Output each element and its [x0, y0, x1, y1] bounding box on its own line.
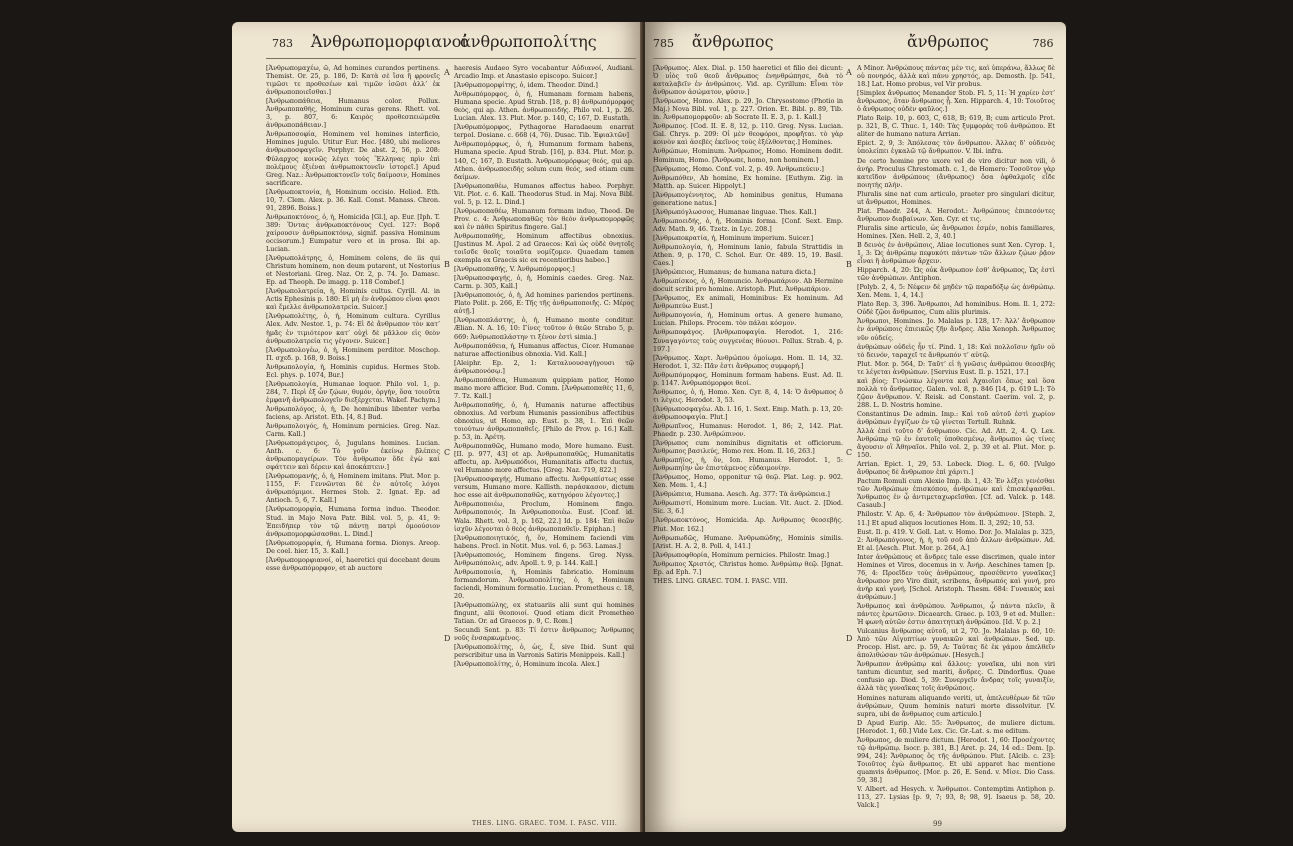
dictionary-entry: V. Albert. ad Hesych. v. Ἄνθρωποι. Contemptim Antiphon p. 113, 27. Lysias [p. 9, 7; 93, 8; 98, 9]. Isaeus p. 58, 20. Valck.] — [857, 785, 1055, 810]
dictionary-entry: [Ἀνθρωπομαχέω, ῶ, Ad homines curandos pertinens. Themist. Or. 25, p. 186, D: Κατὰ σὲ ἴσα ἢ φρονεῖς τιμῶσι τε προθεσέων καὶ τιμῶν ἰσῶσι ἀλλ’ ἐκ ἀνθρωποποιεῖσθαι.] — [266, 64, 440, 97]
dictionary-entry: Ἀνθρωπιστί, Hominum more. Lucian. Vit. Auct. 2. [Diod. Sic. 3, 6.] — [653, 499, 843, 516]
dictionary-entry: Ἀνθρωποπάθεια, ἡ, Humanus affectus, Cicer. Humanae naturae affectionibus obnoxia. Vid. Kall.] — [454, 341, 634, 358]
dictionary-entry: [Ἄνθρωπος, Homo, opponitur τῷ θεῷ. Plat. Leg. p. 902. Xen. Mem. 1, 4.] — [653, 473, 843, 490]
dictionary-entry: De certo homine pro uxore vel de viro dicitur non vili, ὁ ἀνήρ. Proculus Chrestomath. c. 1, de Homero: Τοσοῦτον γὰρ κατεῖδον ἀνθρώπους (ἄνθρωπος) ὅσα ὀφθαλμοῖς εἶδε ποιητὴς πλήν. — [857, 156, 1055, 189]
dictionary-entry: B δεινὸς ἐν ἀνθρώποις, Aliae locutiones sunt Xen. Cyrop. 1, 1, 3: Ὡς ἀνθρώπῳ πεφυκότι πάντων τῶν ἄλλων ζῴων ῥᾷον εἶναι ἢ ἀνθρώπων ἄρχειν. — [857, 240, 1055, 266]
dictionary-entry: [Ἀνθρωπομορφία, ἡ, Humana forma. Dionys. Areop. De coel. hier. 15, 3. Kall.] — [266, 538, 440, 555]
margin-letter-a: A — [444, 68, 450, 77]
dictionary-entry: THES. LING. GRAEC. TOM. I. FASC. VIII. — [653, 576, 788, 585]
dictionary-entry: Ἄνθρωποι, Homines. Jo. Malalas p. 128, 17: Ἀλλ’ ἄνθρωπον ἐν ἀνθρώποις ἐπιεικῶς ζῆν ἄνδρες. Alia Xenoph. Ἄνθρωπος νῦν οὐδείς. — [857, 317, 1055, 342]
dictionary-entry: Secundi Sent. p. 83: Τί ἐστιν ἄνθρωπος; Ἄνθρωπος νοῦς ἐνσαρκωμένος. — [454, 626, 634, 643]
dictionary-entry: Ἀνθρωπόμορφος, Hominum formam habens. Eust. Ad. Il. p. 1147. Ἀνθρωπόμορφοι θεοί. — [653, 370, 843, 387]
dictionary-entry: [Ἄνθρωπος. Χαρτ. Ἀνθρώπου ὁμοίωμα. Hom. Il. 14, 32. Herodot. 1, 32: Πᾶν ἐστι ἄνθρωπος συμφορή.] — [653, 353, 843, 370]
right-page-column-a — [653, 64, 843, 824]
dictionary-entry: Hipparch. 4, 20: Ὡς οὐκ ἄνθρωπον ἐσθ’ ἄνθρωπος, Ὡς ἐστὶ τῶν ἀνθρώπων. Antiphon. — [857, 266, 1055, 283]
dictionary-entry: [Ἄνθρωπος, Homo. Conf. vol. 2, p. 49. Ἀνθρωπεύειν.] — [653, 164, 824, 173]
dictionary-entry: Epict. 2, 9, 3: Ἀπόλεσας τὸν ἄνθρωπον. Ἀλλας δ’ οὐδενὸς ὑπολείπει ἐγκαλῶ τῷ ἄνθρωπον. V. Ibi. infra. — [857, 139, 1055, 156]
dictionary-entry: Ἄνθρωπος, de muliere dictum. [Herodot. 1, 60: Προσέχοντες τῷ ἀνθρώπῳ. Isocr. p. 381, B.] Aret. p. 24, 14 ed.: Dem. [p. 994, 24]: Ἄνθρωπος ὃς τῆς ἀνθρώπου. Plut. [Alcib. c. 23]: Τοιοῦτος ἐγὼ ἄνθρωπος. Et ubi apparet hac mentione quamvis ἄνθρωπος. [Mor. p. 26, E. Send. v. Μίσε. Dio Cass. 59, 38.] — [857, 735, 1055, 784]
right-page-number-left: 785 — [653, 37, 674, 50]
dictionary-entry: [Ἀνθρωποκτονία, ἡ, Hominum occisio. Heliod. Eth. 10, 7. Clem. Alex. p. 36. Kall. Const. Manass. Chron. 91, 2896. Boiss.] — [266, 187, 440, 212]
header-rule-right — [653, 58, 1053, 59]
margin-letter-b: B — [444, 260, 450, 269]
dictionary-entry: Ἀνθρωποφάγος. [Ἀνθρωποφαγία. Herodot. 1, 216: Συναγαγόντες τοὺς συγγενέας θύουσι. Pollux. Strab. 4, p. 197.] — [653, 328, 843, 353]
right-margin-letter-c: C — [846, 448, 853, 457]
right-margin-letter-a: A — [846, 68, 852, 77]
right-margin-letter-b: B — [846, 260, 852, 269]
dictionary-entry: Ἀνθρωποπαθής, Hominum affectibus obnoxius. [Justinus M. Apol. 2 ad Graecos: Καὶ ὡς οὐδὲ θνητοῖς τοιῖσδε θεοῖς τοιαῦτα νομίζομεν. Quaedam tamen exempla ex Graecis sic ex recentioribus habeo.] — [454, 231, 634, 265]
dictionary-entry: [Ἀνθρωποπλάστης, ὁ, ἡ, Humano monte conditur. Ælian. N. A. 16, 10: Γίνες τοῦτον ὁ θεῶν Strabo 5, p. 669: Ἀνθρωποπλάστην τι ξένον ἐστὶ simia.] — [454, 316, 634, 341]
dictionary-entry: [Ἀνθρώπειος, Humanus; de humana natura dicta.] — [653, 268, 816, 277]
dictionary-entry: [Ἀνθρωπομάγειρος, ὁ, Jugulans homines. Lucian. Anth. c. 6: Τὸ γοῦν ἐκείνῳ βλέπεις ἀνθρωπομαγείρων. Τὸν ἄνθρωπον ὅδε ἐγὼ καὶ σφάττειν καὶ δέρειν καὶ ἀποκάπτειν.] — [266, 439, 440, 472]
dictionary-entry: [Ἀνθρωποπαθέω, Humanum formam induo, Theod. De Prov. c. 4: Ἀνθρωποπαθῶς τὸν θεὸν ἀνθρωπομορφῶς καὶ ἐν πάθει Spiritus fingere. Gal.] — [454, 206, 634, 231]
dictionary-entry: Ἀνθρώπων, Hominum. Ἄνθρωπος, Homo. Hominem dedit. Hominum, Homo. [Ἄνθρωπε, homo, non hominem.] — [653, 147, 843, 164]
dictionary-entry: [Ἀνθρωποκτόνος, Homicida. Ap. Ἀνθρωπος θεοσεβής. Plut. Mor. 162.] — [653, 516, 843, 533]
dictionary-entry: [Ἀνθρωποπάθεια, Humanus color. Pollux. Ἀνθρωποπαθής, Hominum curas gerens. Rhett. vol. 3, p. 807, 6: Καιρὸς προθεσπειώμεθα ἀνθρωποπάθειαν.] — [266, 97, 440, 130]
dictionary-entry: [Ἀνθρωποσφαγής, Humano affectu. Ἀνθρωπίστως esse versum, Humano more. Kallisth. παράσκασον, dictum hoc esse ait ἀνθρωποπαθῶς, κατηγόρου λέγοντες.] — [454, 475, 634, 500]
dictionary-entry: [Ἀνθρωπομορφιανοί, οἱ, haeretici qui docebant deum esse ἀνθρωπόμορφον, et ab auctore — [266, 555, 440, 572]
dictionary-entry: Ἀνθρωπολόγος, ὁ, ἡ, De hominibus libenter verba faciens, ap. Aristot. Eth. [4, 8.] Bud. — [266, 404, 440, 421]
right-page-header-right — [907, 32, 1054, 51]
right-page-headword-right: ἄνθρωπος — [907, 32, 989, 51]
dictionary-entry: Ἀνθρωποσοφία, Hominem vel homines interficio, Homines jugulo. Utitur Eur. Hec. [480, ubi meliores ἀνθρωποσφαγεῖν. Porphyr. De abst. 2, 56, p. 208: Φύλαρχος κοινῶς λέγει τοὺς Ἕλληνας πρὶν ἐπὶ πολέμους ἐξιέναι ἀνθρωποκτονεῖν ἱστορεῖ.] Apud Greg. Naz.: Ἀνθρωποκτονεῖν τοῖς δαίμοσιν, Homines sacrificare. — [266, 130, 440, 187]
left-page-header — [272, 32, 468, 51]
dictionary-entry: [Ἀνθρωπομορφία, Humana forma induo. Theodor. Stud. in Majo Nova Patr. Bibl. vol. 5, p. 41, 9: Ἐπειδήπερ τὸν τῷ πάντῃ πατρὶ ὁμοούσιον ἀνθρωπομορφώσασθαι. L. Dind.] — [266, 505, 440, 538]
footer-page-number: 99 — [933, 820, 942, 828]
left-page-column-b — [454, 64, 634, 824]
dictionary-entry: Ἀνθρωπόθεν, Ab homine, Ex homine. [Euthym. Zig. in Matth. ap. Suicer. Hippolyt.] — [653, 173, 843, 190]
dictionary-entry: [Ἀνθρωποκρατία, ἡ, Hominum imperium. Suicer.] — [653, 233, 814, 242]
dictionary-entry: [Ἄνθρωπος, Ex animali, Hominibus: Ex hominum. Ad Ἀνθρωπεύω Eust.] — [653, 294, 843, 311]
dictionary-entry: [Ἀνθρωπόγλωσσος, Humanae linguae. Thes. Kall.] — [653, 207, 817, 216]
right-page — [645, 22, 1066, 832]
dictionary-entry: [Ἀνθρωποφθορία, Hominum pernicies. Philostr. Imag.] — [653, 550, 829, 559]
dictionary-entry: [Simplex ἄνθρωπος Menander Stob. Fl. 5, 11: Ἡ χαρίεν ἐστ’ ἄνθρωπος, ὅταν ἄνθρωπος ᾖ. Xen. Hipparch. 4, 10: Τοιοῦτος ὁ ἄνθρωπος οὐδὲν φαῦλος.] — [857, 89, 1055, 114]
left-page-headword-right: ἀνθρωποπολίτης — [460, 32, 597, 51]
dictionary-entry: Ἀλλὰ ἐπεὶ τοῦτο δ’ ἄνθρωπον. Cic. Ad. Att. 2, 4. Q. Lex. Ἀνθρώπῳ τῷ ἐν ἑαυτοῖς ὑποθεσμένῳ, ἄνθρωποι ὡς τίνες ἄγουσιν οἳ Ἀθηναῖοι. Philo vol. 2, p. 39 et al. Plut. Mor. p. 150. — [857, 427, 1055, 460]
dictionary-entry: Homines naturam aliquando veriti, ut, ἀπελευθέρων δὲ τῶν ἀνθρώπων, Quum hominis naturi morte dissolvitur. [V. supra, ubi de ἄνθρωπος cum articulo.] — [857, 693, 1055, 718]
dictionary-entry: Ἀνθρωπῖνος, Humanus: Herodot. 1, 86; 2, 142. Plat. Phaedr. p. 230. Ἀνθρώπινον. — [653, 421, 843, 439]
dictionary-entry: [Ἀνθρωπολέτης, ὁ, ἡ, Hominum cultura. Cyrillus Alex. Adv. Nestor. 1, p. 74: Εἰ δὲ ἄνθρωπον τὸν κατ’ ἡμᾶς ἐν τιμιότερον κατ’ οὐχὶ δὲ μᾶλλον εἰς θεὸν ἀνθρωπολατρεία τις γέγονεν. Suicer.] — [266, 312, 440, 345]
dictionary-entry: Vulcanius ἄνθρωπος αὐτοῦ, ut 2, 70. Jo. Malalas p. 60, 10: Ἀπὸ τῶν Αἰγυπτίων γυναικῶν καὶ ἀνθρώπων. Sed. up. Procop. Hist. arc. p. 59, A: Ταύτας δὲ ἐκ γάμου ἀπελθεῖν ἀπολιθώσαν τῶν ἀνθρώπων. [Hesych.] — [857, 627, 1055, 660]
dictionary-entry: Ἀνθρωπήϊος, ἡ, ὄν, Ion. Humanus. Herodot. 1, 5: Ἀνθρωπηΐην ὦν ἐπιστάμενος εὐδαιμονίην. — [653, 456, 843, 473]
dictionary-entry: [Ἄνθρωπος cum nominibus dignitatis et officiorum. Ἄνθρωπος βασιλεύς, Homo rex. Hom. Il. 16, 263.] — [653, 439, 843, 456]
dictionary-entry: Plato Rep. 3, 396. Ἄνθρωποι, Ad hominibus. Hom. Il. 1, 272: Οὐδὲ ζῷοι ἄνθρωπος, Cum aliis plurimis. — [857, 300, 1055, 317]
right-page-number-right: 786 — [1032, 37, 1054, 50]
dictionary-entry: [Ἄνθρωπος, Homo. Alex. p. 29. Jo. Chrysostomo (Photio in Maj.) Nova Bibl. vol. 1, p. 227. Orion. Et. Bibl. p. 89, Tib. in. Ἀνθρωπομορφοῦν: ab Socrate II. E. 3, p. 1. Kall.] — [653, 97, 843, 122]
dictionary-entry: Pluralis sine articulo, ὡς ἄνθρωποι ἐσμέν, nobis familiares, Homines. [Xen. Hell. 2, 3, 40.] — [857, 223, 1055, 240]
dictionary-entry: Ἀνθρωποκτόνος, ὁ, ἡ, Homicida [Gl.], ap. Eur. [Iph. T. 389: Ὅντας ἀνθρωποκτόνους Cycl. 127: Βορᾷ χαίρουσιν ἀνθρωποκτόνῳ, signif. passiva Hominum occisorum.] Eumpatur vero et in prosa. Ibi ap. Lucian. — [266, 212, 440, 254]
dictionary-entry: [Ἀνθρωποσφαγής, ὁ, ἡ, Hominis caedes. Greg. Naz. Carm. p. 305, Kall.] — [454, 274, 634, 291]
right-page-headword-left: ἄνθρωπος — [691, 32, 774, 51]
right-page-header — [653, 32, 774, 51]
dictionary-entry: [Ἀνθρωποπαθής, V. Ἀνθρωπόμορφος.] — [454, 265, 575, 274]
dictionary-entry: Ἀνθρωπολογία, ἡ, Hominum lanio, fabula Strattidis in Athen. 9, p. 170, C. Schol. Eur. Or. 489. 15, 19. Basil. Caes.] — [653, 242, 843, 268]
dictionary-entry: [Ἀνθρωπομανής, ὁ, ἡ, Hominem imitans. Plut. Mor. p. 1155, F: Γεννῶνται δὲ ἐν αὐτοῖς λόγοι ἀνθρωπόμιμοι. Hermes Stob. 2. Ignat. Ep. ad Antioch. 5, 6, 7. Kall.] — [266, 472, 440, 505]
dictionary-entry: [Aleiphr. Ep. 2, 1: Καταλυουσαγήγουσι τῷ ἀνθρωπονόσῳ.] — [454, 358, 634, 375]
dictionary-entry: [Ἀνθρωποπώλης, ex statuariis alii sunt qui homines fingunt, alii θεοποιοί. Quod etiam dicit Prometheo Tatian. Or. ad Graecos p. 9, C. Rom.] — [454, 601, 634, 626]
dictionary-entry: Plat. Phaedr. 244, A. Herodot.: Ἀνθρώπους ἐπιπεσόντες ἄνθρωπον διαβαίνων. Xen. Cyr. et τις. — [857, 206, 1055, 223]
dictionary-entry: Ἀνθρωποπάθεια, Humanum quippiam patior, Homo mano more afficior. Bud. Comm. [Ἀνθρωποπαθὲς 11, 6, 7. Tz. Kall.] — [454, 375, 634, 400]
margin-letter-d: D — [444, 634, 451, 643]
dictionary-entry: Ἄνθρωπος καὶ ἀνθρώπου. Ἄνθρωποι, ᾧ πάντα πλεῖν, ἃ πάντες ἐρωτῶσιν. Dicaearch. Graec. p. 103, 9 et ed. Muller.: Ἡ φωνὴ αὐτῶν ἐστιν ἀπαιτητικὴ ἀνθρώπου. [Id. V. p. 2.] — [857, 602, 1055, 627]
dictionary-entry: [Ἀνθρωπολογέω, ὁ, ἡ, Hominem perditor. Moschop. Π. σχεδ. p. 168, 9. Boiss.] — [266, 345, 440, 362]
dictionary-entry: [Ἀνθρωποσφαγέω. Ab. l. 16, 1. Sext. Emp. Math. p. 13, 20: ἀνθρωποσφαγία. Plut.] — [653, 404, 843, 421]
dictionary-entry: Ἀνθρωπίσκος, ὁ, ἡ, Homuncio. Ἀνθρωπάριον. Ab Hermine docuit scribi pro homine. Aristoph. Plut. Ἀνθρωπάριον. — [653, 277, 843, 294]
dictionary-entry: καὶ βίος; Γινώσκω λέγοντα καὶ Ἀχαιοῖσι ὅπως καὶ ὅσα πολλὰ τὸ ἄνθρωπος. Galen. vol. 8, p. 846 [14, p. 619 L.]: Τὸ ζῷον ἄνθρωπον. V. Reisk. ad Constant. Caerim. vol. 2, p. 288. L. D. Nostris homine. — [857, 376, 1055, 409]
dictionary-entry: Arrian. Epict. 1, 29, 53. Lobeck. Diog. L. 6, 60. [Vulgo ἄνθρωπος δὲ ἄνθρωπον ἐπὶ χάριτι.] — [857, 460, 1055, 477]
dictionary-entry: Pluralis sine nat cum articulo, praeter pro singulari dicitur, ut ἄνθρωποι, Homines. — [857, 189, 1055, 206]
header-rule — [266, 58, 636, 59]
dictionary-entry: [Ἄνθρωπος. Alex. Dial. p. 150 haeretici et filio dei dicunt: Ὁ υἱὸς τοῦ θεοῦ ἄνθρωπος ἐνηνθρώπησε, διὰ τὸ καταλαβεῖν ἐν ἀνθρώποις. Vid. ap. Cyrillum: Εἶναι τὸν ἄνθρωπον ἀσώματον, φύσιν.] — [653, 64, 843, 97]
dictionary-entry: Ἄνθρωπος. [Cod. II. E. 8, 12, p. 110. Greg. Nyss. Lucian. Gal. Chrys. p. 209: Οἱ μὲν θεοφόροι, προφῆται. τὸ γὰρ κοινὸν καὶ ἀσεβὲς ἐκεῖνος τοὺς ἐξέλθοντας.] Homines. — [653, 122, 843, 147]
dictionary-entry: Ἀνθρωπολογία, ἡ, Hominis cupidus. Hermes Stob. Ecl. phys. p. 1074, Bur.] — [266, 362, 440, 379]
dictionary-entry: Eust. Il. p. 419. V. Goll. Lat. v. Homo. Dor. Jo. Malalas p. 325, 2: Ἀνθρωπόγονος, ἡ, ἡ, τοῦ σοῦ ἀπὸ ἄλλων ἀνθρώπων. Ad. Et al. [Aesch. Plut. Mor. p. 264, A.] — [857, 527, 1055, 552]
dictionary-entry: [Ἀνθρωπογέννητος, Ab hominibus genitus, Humana generatione natus.] — [653, 190, 843, 207]
right-page-column-b — [857, 64, 1055, 824]
dictionary-entry: Ἄνθρωπος, ὁ, ἡ, Homo. Xen. Cyr. 8, 4, 14: Ὁ ἄνθρωπος ὅ τι λέγεις. Herodot. 3, 53. — [653, 387, 843, 404]
dictionary-entry: Ἀνθρωπολοιγός, ἡ, Hominum pernicies. Greg. Naz. Carm. Kall.] — [266, 422, 440, 439]
dictionary-entry: Ἀνθρωποπαθῶς, Humano modo, More humano. Eust. [II. p. 977, 43] et ap. Ἀνθρωποπαθῶς, Humanitatis affectu, ap. Ἀνθρωπόδιοι, Humanitatis affectu ductus, vel Humano more affectus. [Greg. Naz. 719, 822.] — [454, 442, 634, 475]
margin-letter-c: C — [444, 448, 451, 457]
dictionary-entry: ἀνθρώπων οὐδεὶς ἦν τί. Pind. 1, 18: Καὶ πολλοῖσιν ἡμῖν οὐ τὸ δεινόν, ταραχεῖ τε ἄνθρωπόν τ’ αὐτῷ. — [857, 342, 1055, 359]
signature-line: THES. LING. GRAEC. TOM. I. FASC. VIII. — [472, 820, 618, 827]
dictionary-entry: haeresis Audaeo Syro vocabantur Αὐδιανοί, Audiani. Arcadio Imp. et Anastasio episcopo. Suicer.] — [454, 64, 634, 81]
left-page-column-a — [266, 64, 440, 824]
dictionary-entry: [Ἀνθρωποποιητικός, ἡ, ὄν, Hominem faciendi vim habens. Procl. in Notit. Mus. vol. 6, p. 563. Lamas.] — [454, 533, 634, 550]
dictionary-entry: Ἀνθρωποποιία, ἡ, Hominis fabricatio. Hominum formandorum. Ἀνθρωποπολίτης, ὁ, ἡ, Hominum faciendi, Hominum formatio. Lucian. Prometheus c. 18, 20. — [454, 567, 634, 600]
dictionary-entry: [Ἀνθρωπόμορφος, Pythagorae Haradaeum enarrat terpol. Dosiane. c. 668 (4, 76). Dusac. Tib. Ἐφιαλτῶν] — [454, 123, 634, 140]
dictionary-entry: [Ἀνθρωποπολίτης, ὁ, Hominum incola. Alex.] — [454, 660, 600, 669]
dictionary-entry: Ἀνθρωποπαθής, ὁ, ἡ, Humanis naturae affectibus obnoxius. Ad verbum Humanis passionibus affectibus obnoxius, ut Homo, ap. Eust. p. 38, 1. Ἐπὶ θεῶν τοιούτων ἀνθρωποπαθεῖς. [Philo de Prov. p. 16.] Kall. p. 53, in. Ἀρέτη. — [454, 400, 634, 442]
dictionary-entry: [Ἀνθρώπεια, Humana. Aesch. Ag. 377: Τὰ ἀνθρώπεια.] — [653, 490, 830, 499]
dictionary-entry: Philostr. V. Ap. 6, 4: Ἄνθρωπον τὸν ἀνθρώπινον. [Steph. 2, 11.] Et apud aliquos locutiones Hom. Il. 3, 292; 10, 53. — [857, 510, 1055, 527]
dictionary-entry: Plato Reip. 10, p. 603, C, 618, B; 619, B; cum articulo Prot. p. 321, B, C. Thuc. 1, 140: Τὰς ξυμφορὰς τοῦ ἀνθρώπου. Et aliter de humano natura Arrian. — [857, 114, 1055, 139]
dictionary-entry: Ἀνθρωποειδής, ὁ, ἡ, Hominis forma. [Conf. Sext. Emp. Adv. Math. 9, 46. Tzetz. in Lyc. 208.] — [653, 216, 843, 233]
left-page-number: 783 — [272, 37, 293, 50]
dictionary-entry: Plut. Mor. p. 564, D: Ταῦτ’ εἰ ἡ γνῶσις ἀνθρώπου θεοσεβής τε λέγεται ἀνθρώπων. [Servius Eust. Il. p. 1521, 17.] — [857, 359, 1055, 376]
dictionary-entry: Ἄνθρωπος Χριστός, Christus homo. Ἀνθρώπῳ θεῷ. [Ignat. Ep. ad Eph. 7.] — [653, 559, 843, 576]
dictionary-entry: [Polyb. 2, 4, 5: Νέφειν δὲ μηδὲν τῷ παραδόξῳ ὡς ἀνθρώπῳ. Xen. Mem. 1, 4, 14.] — [857, 283, 1055, 300]
left-page-headword-left: Ἀνθρωπομορφιανοί — [310, 32, 468, 51]
dictionary-entry: Ἄνθρωπον ἀνθρώπῳ καὶ ἄλλοις: γυναῖκα, ubi non viri tantum dicuntur, sed mariti, ἄνδρες. C. Dindorfius. Quae confusio ap. Diod. 5, 39: Συνεργεῖν ἄνδρας τοῖς γυναιξίν, ἀλλὰ τὰς γυναῖκας τοῖς ἀνθρώποις. — [857, 660, 1055, 693]
right-margin-letter-d: D — [846, 634, 853, 643]
dictionary-entry: [Ἀνθρωποπαθέω, Humanos affectus habeo. Porphyr. Vit. Plot. c. 6. Kall. Theodorus Stud. in Maj. Nova Bibl. vol. 5, p. 12. L. Dind.] — [454, 181, 634, 206]
dictionary-entry: Inter ἀνθρώπους et ἄνδρες tale esse discrimen, quale inter Homines et Viros, docemus in v. Ἀνήρ. Aeschines tamen [p. 76, 4: Προεῖδεν τοὺς ἀνθρώπους, προσέθεντο γυναῖκας] ἄνθρωπον pro Viro dixit, scribens, ἄνθρωπός καὶ γυνή, pro ἀνὴρ καὶ γυνή. [Schol. Aristoph. Thesm. 684: Γυναικὸς καὶ ἀνθρώπων.] — [857, 552, 1055, 601]
dictionary-entry: Ἀνθρωπομόρφως, ὁ, ἡ, Humanum formam habens, Humana specie. Apud Strab. [16], p. 834. Plut. Mor. p. 140, C; 167, D. Eustath. Ἀνθρωπομόρφως θεός, qui ap. Athen. ἀνθρωποειδής solum cum θεός, sed etiam cum δαίμων. — [454, 140, 634, 181]
dictionary-entry: [Ἀνθρωποποιός, Hominem fingens. Greg. Nyss. Ἀνθρωπόπολις, adv. Apoll. t. 9, p. 144. Kall.] — [454, 550, 634, 567]
dictionary-entry: [Ἀνθρωπολογία, Humanae loquor. Philo vol. 1, p. 284, 7. Περὶ ἐξ ὧν ζῴων, θυμόν, ὀργὴν, ὅσα τοιοῦτα ἐμφανῆ ἀνθρωπολογεῖν διεξέρχεται. Wakef. Pachym.] — [266, 379, 440, 404]
dictionary-entry: Ἀνθρωπωδῶς, Humane. Ἀνθρωπώδης, Hominis similis. [Arist. H. A. 2, 8. Poll. 4, 141.] — [653, 533, 843, 550]
dictionary-entry: Constantinus De admin. Imp.: Καὶ τοῦ αὐτοῦ ἐστὶ χωρίον ἀνθρώπων ἐγγίζων ἐν τῷ γίνεται Tertull. Ruhnk. — [857, 409, 1055, 426]
dictionary-entry: Ἀνθρωπογονία, ἡ, Hominum ortus. A genere humano, Lucian. Philops. Procem. τὸν πάλαι κόσμον. — [653, 311, 843, 328]
dictionary-entry: [Ἀνθρωποποιός, ὁ, ἡ, Ad homines pariendos pertinens. Plato Polit. p. 266, E: Τῆς τῆς ἀνθρωποποιῆς. C: Μέρος αὐτῇ.] — [454, 291, 634, 316]
dictionary-entry: [Ἀνθρωποπολίτης, ὁ, ὡς, ἔ, sive Ibid. Sunt qui perscribitur una in Varronis Satiris Menippeis. Kall.] — [454, 643, 634, 660]
dictionary-entry: Ἀνθρωποποιέω, Proclum, Hominem fingo. Ἀνθρωποποιός. In Ἀνθρωποποιέω. Eust. [Conf. id. Wala. Rhett. vol. 3, p. 162, 22.] Id. p. 184: Ἐπὶ θεῶν ἰσχῦν λέγονται ὁ θεὸς ἀνθρωποπαθεῖν. Epiphan.] — [454, 500, 634, 533]
dictionary-entry: [Ἀνθρωπολατρεία, ἡ, Hominis cultus. Cyrill. Al. in Actis Ephesinis p. 180: Εἰ μὴ ἐν ἀνθρώπου εἶναι φασι καὶ ἔμελλε ἀνθρωπολατρεία. Suicer.] — [266, 287, 440, 312]
dictionary-entry: Pactum Romuli cum Alexio Imp. ib. 1, 43: Ἐν λέξει γενέσθαι τῶν Ἀνθρώπων ἐπισκόπου, ἀνθρώπων καὶ ἐπισκέψασθαι. Ἄνθρωπος ἐν ᾧ ἀντιμεταχωρεῖσθαι. [Cf. ad. Valck. p. 148. Casaub.] — [857, 477, 1055, 510]
left-page — [232, 22, 643, 832]
dictionary-entry: D Apud Eurip. Alc. 55: Ἄνθρωπος, de muliere dictum. [Herodot. 1, 60.] Vide Lex. Cic. Gr.-Lat. s. me editum. — [857, 718, 1055, 735]
left-page-header-right — [460, 32, 597, 51]
dictionary-entry: [Ἀνθρωπομορφίτης, ὁ, idem. Theodor. Dind.] — [454, 81, 598, 90]
dictionary-entry: A Minor. Ἀνθρώπους πάντας μὲν τις, καὶ ὑπεράνω, ἄλλως δὲ οὐ πονηρός, ἀλλὰ καὶ πάνυ χρηστός, ap. Demosth. [p. 541, 18.] Lat. Homo probus, vel Vir probus. — [857, 64, 1055, 89]
dictionary-entry: [Ἀνθρωπολάτρης, ὁ, Hominem colens, de iis qui Christum hominem, non deum putarent, ut Nestorius et Nestoriani. Greg. Naz. Or. 2, p. 74. Jo. Damasc. Ep. ad Theoph. De imagg. p. 118 Combef.] — [266, 254, 440, 287]
dictionary-entry: Ἀνθρωπόμορφος, ὁ, ἡ, Humanam formam habens, Humana specie. Apud Strab. [18, p. 8] ἀνθρωπόμορφος θεὸς, qui ap. Athen. ἀνθρωποειδής. Philo vol. 1, p. 26. Lucian. Alex. 13. Plut. Mor. p. 140, C; 167, D. Eustath. — [454, 90, 634, 123]
